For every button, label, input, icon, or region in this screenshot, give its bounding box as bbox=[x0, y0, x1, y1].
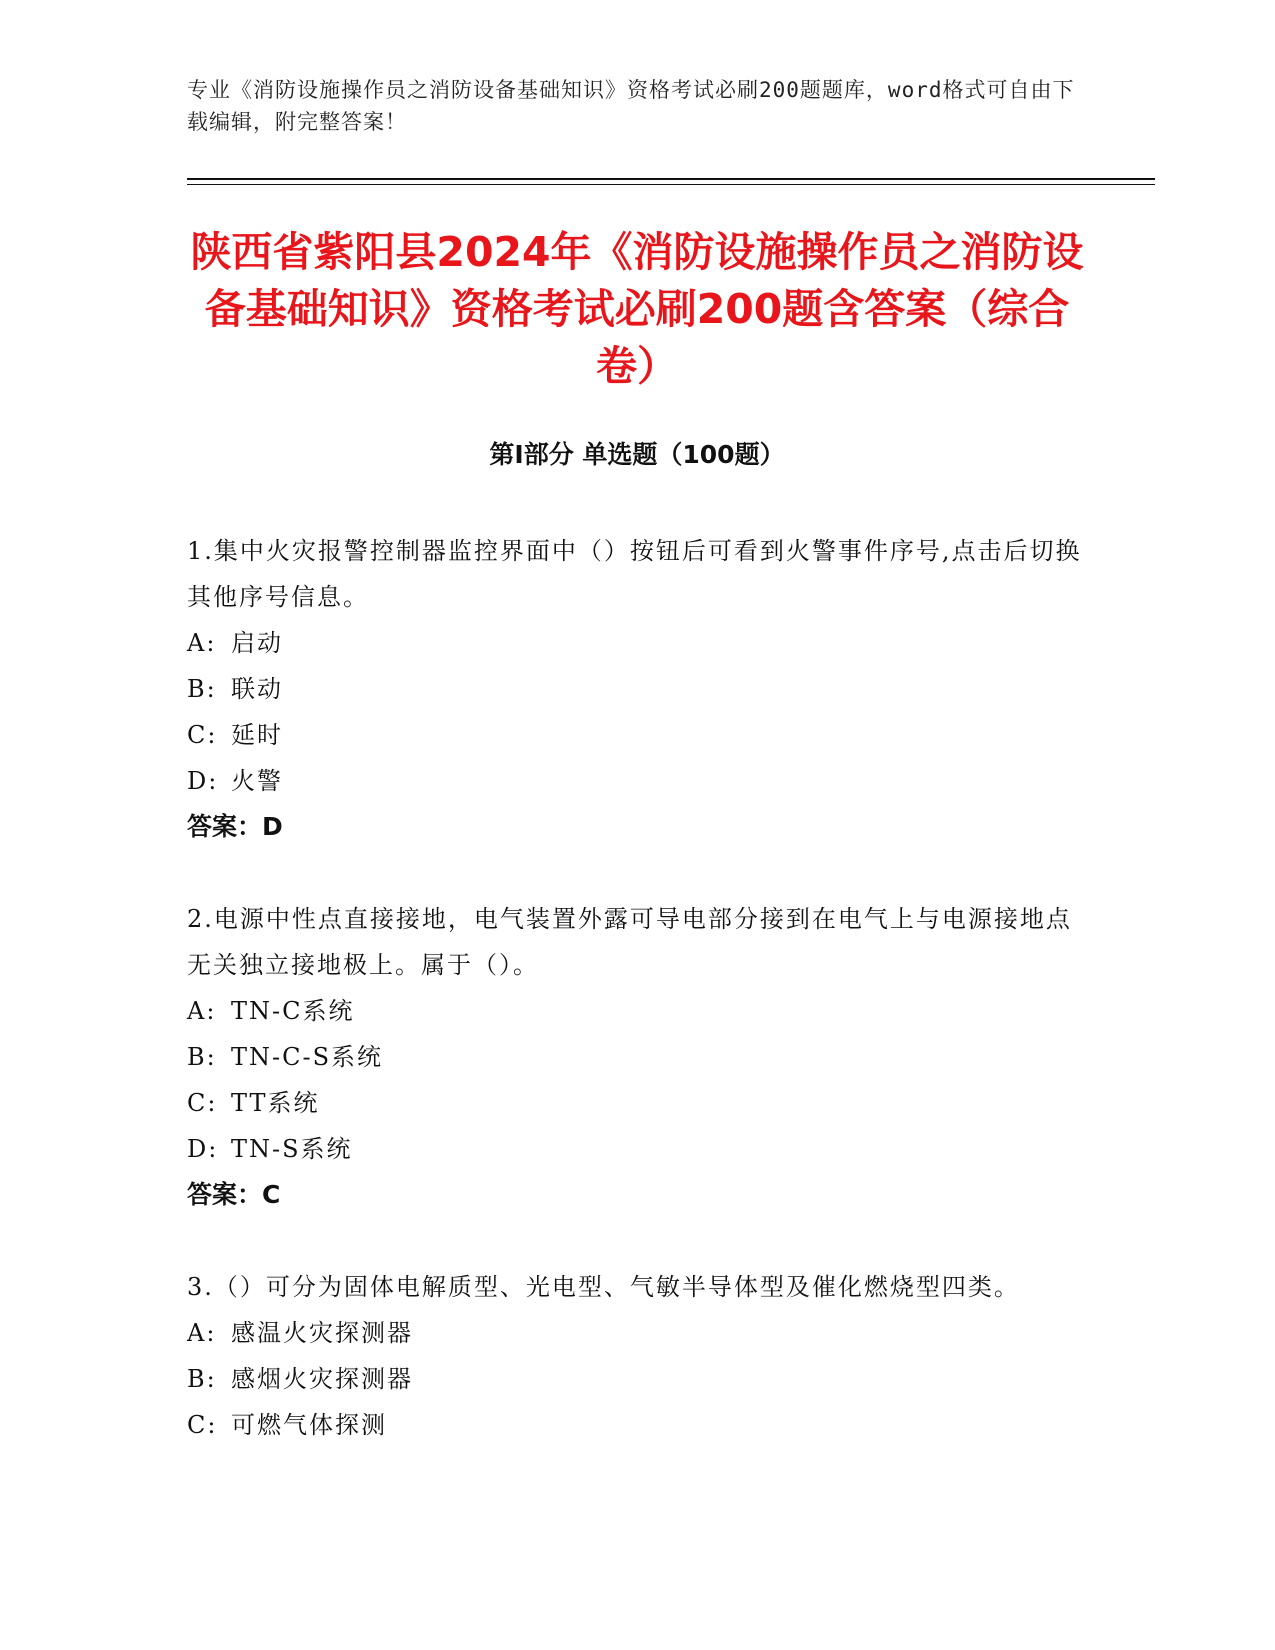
option-text: 火警 bbox=[231, 767, 283, 795]
question-1 bbox=[187, 528, 1087, 850]
option-text: TN-S系统 bbox=[231, 1135, 353, 1163]
option-text: TT系统 bbox=[231, 1089, 320, 1117]
question-2 bbox=[187, 896, 1087, 1218]
option-c bbox=[187, 1080, 1087, 1126]
section-heading: 第Ⅰ部分 单选题（100题） bbox=[489, 440, 785, 469]
option-d bbox=[187, 758, 1087, 804]
option-a bbox=[187, 1310, 1087, 1356]
option-key: C: bbox=[187, 721, 218, 749]
document-title: 陕西省紫阳县2024年《消防设施操作员之消防设备基础知识》资格考试必刷200题含答案（综合卷） bbox=[190, 228, 1084, 390]
option-key: D: bbox=[187, 767, 219, 795]
header-note: 专业《消防设施操作员之消防设备基础知识》资格考试必刷200题题库，word格式可自由下载编辑，附完整答案！ bbox=[187, 78, 1075, 134]
option-text: TN-C系统 bbox=[231, 997, 355, 1025]
option-text: 启动 bbox=[231, 629, 283, 657]
option-text: 联动 bbox=[231, 675, 283, 703]
option-text: 可燃气体探测 bbox=[231, 1411, 387, 1439]
option-a bbox=[187, 620, 1087, 666]
option-text: 感温火灾探测器 bbox=[231, 1319, 413, 1347]
header-divider-thick bbox=[187, 178, 1155, 180]
option-key: B: bbox=[187, 1043, 217, 1071]
option-key: A: bbox=[187, 1319, 217, 1347]
option-a bbox=[187, 988, 1087, 1034]
option-text: 感烟火灾探测器 bbox=[231, 1365, 413, 1393]
option-key: B: bbox=[187, 1365, 217, 1393]
question-3 bbox=[187, 1264, 1087, 1448]
question-stem: 3.（）可分为固体电解质型、光电型、气敏半导体型及催化燃烧型四类。 bbox=[187, 1273, 1020, 1301]
header-divider-thin bbox=[187, 184, 1155, 185]
question-stem: 2.电源中性点直接接地，电气装置外露可导电部分接到在电气上与电源接地点无关独立接地极上。属于（）。 bbox=[187, 905, 1072, 979]
option-key: C: bbox=[187, 1089, 218, 1117]
option-key: A: bbox=[187, 629, 217, 657]
answer-line: 答案：D bbox=[187, 812, 283, 841]
option-key: B: bbox=[187, 675, 217, 703]
option-b bbox=[187, 1034, 1087, 1080]
option-key: D: bbox=[187, 1135, 219, 1163]
option-key: C: bbox=[187, 1411, 218, 1439]
option-c bbox=[187, 712, 1087, 758]
option-text: 延时 bbox=[231, 721, 283, 749]
option-text: TN-C-S系统 bbox=[231, 1043, 384, 1071]
answer-line: 答案：C bbox=[187, 1180, 281, 1209]
question-list bbox=[187, 528, 1087, 1494]
option-b bbox=[187, 666, 1087, 712]
option-key: A: bbox=[187, 997, 217, 1025]
option-d bbox=[187, 1126, 1087, 1172]
option-c bbox=[187, 1402, 1087, 1448]
question-stem: 1.集中火灾报警控制器监控界面中（）按钮后可看到火警事件序号,点击后切换其他序号信息。 bbox=[187, 537, 1082, 611]
option-b bbox=[187, 1356, 1087, 1402]
